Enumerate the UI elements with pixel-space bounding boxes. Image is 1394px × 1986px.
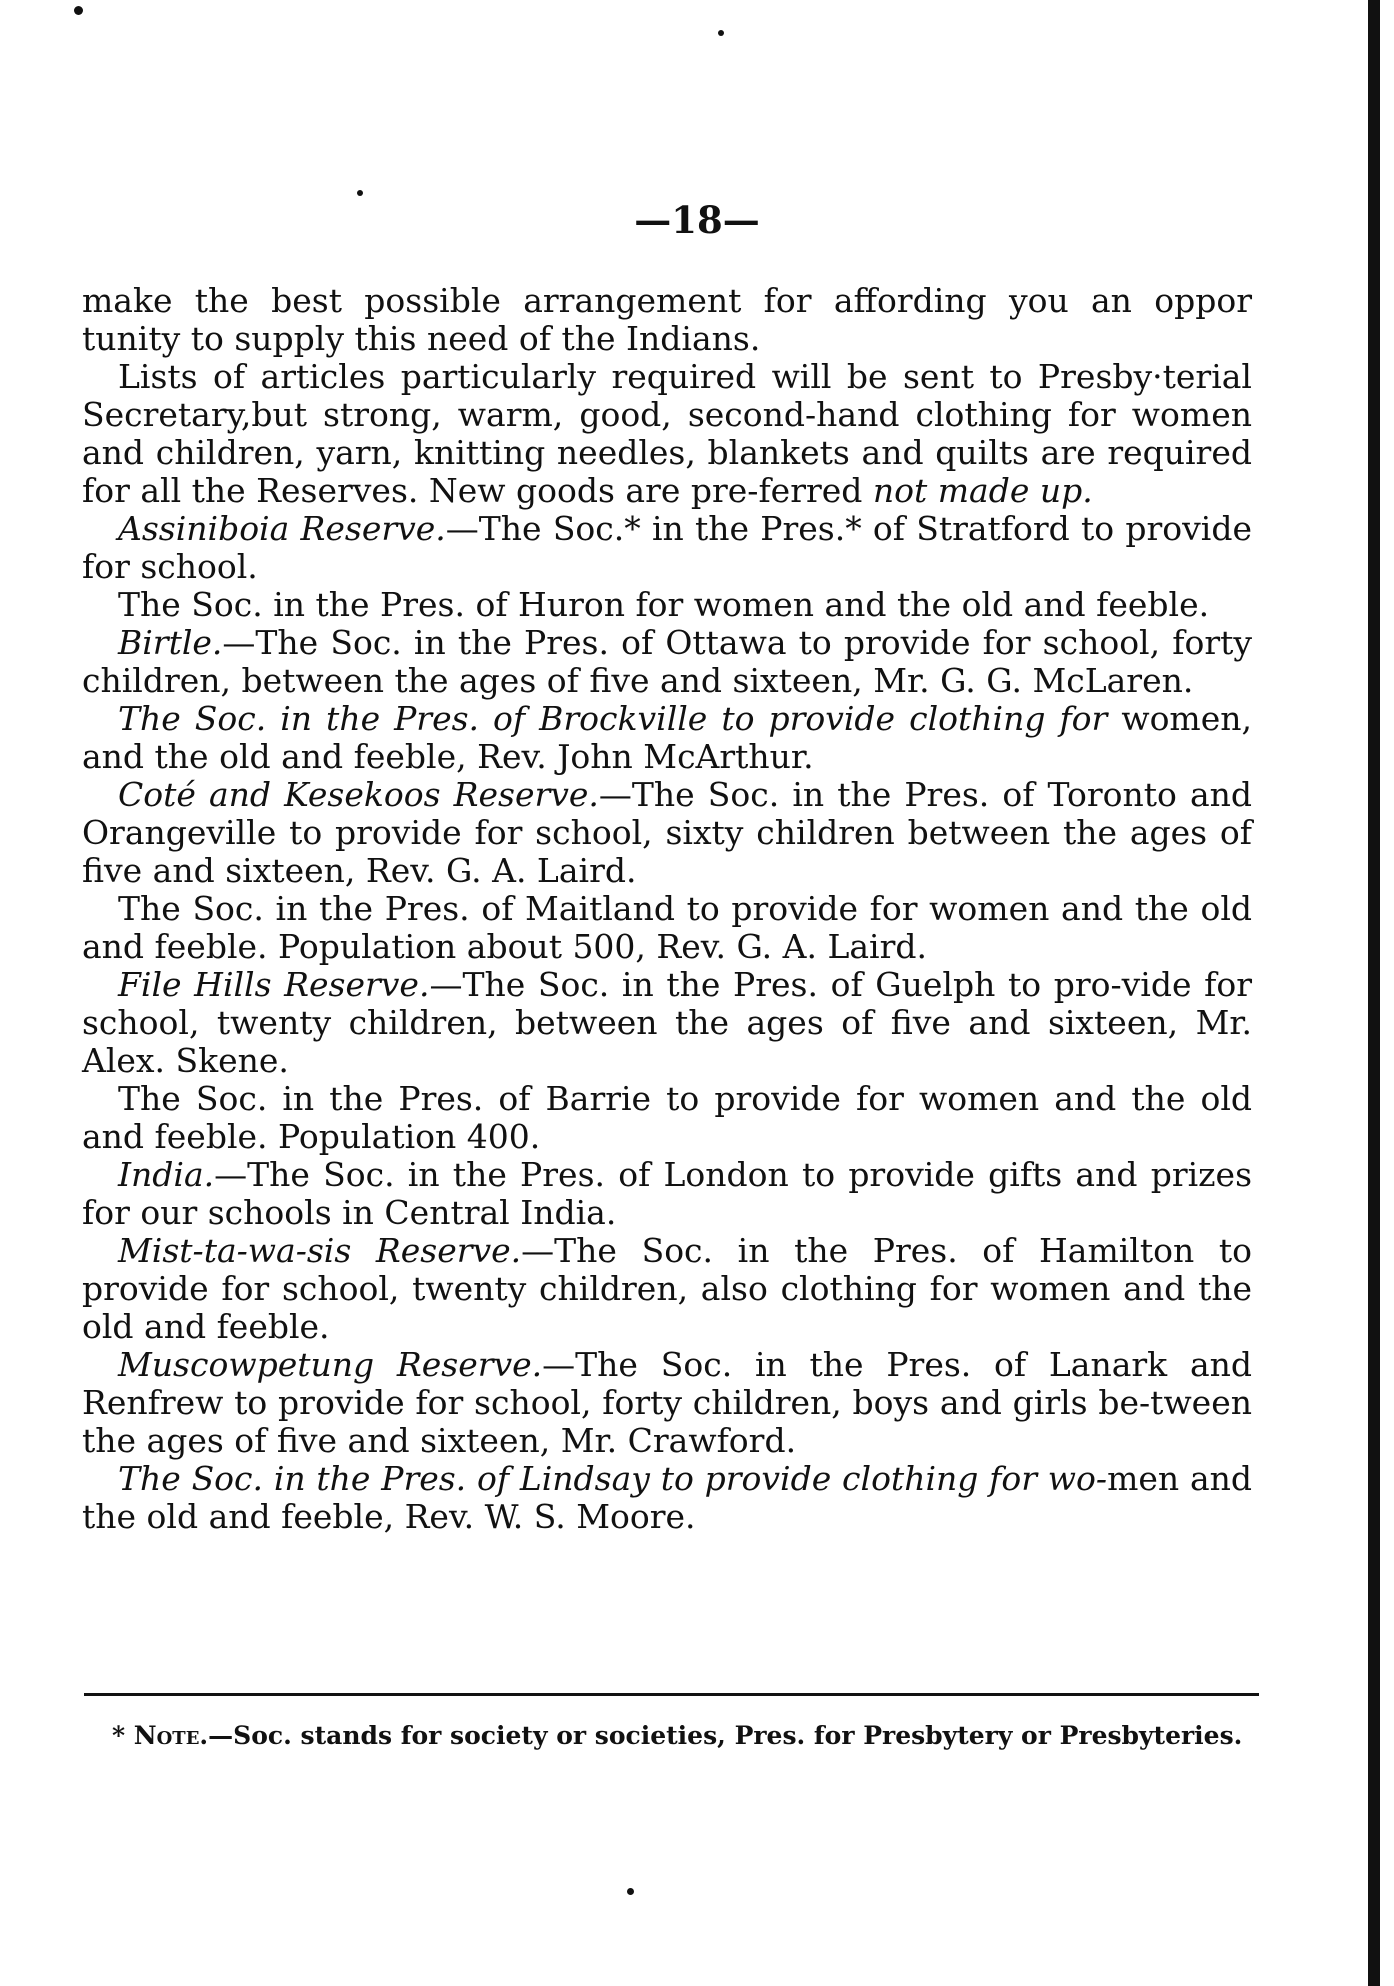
paragraph: [82, 1346, 1252, 1460]
paragraph-text: —The Soc. in the Pres. of London to provide gifts and prizes for our schools in Central India.: [82, 1155, 1252, 1232]
paragraph-text: Lists of articles particularly required will be sent to Presby·terial Secretary,but strong, warm, good, second-hand clothing for women and children, yarn, knitting needles, blankets and quilts are required for all the Reserves. New goods are pre-ferred: [82, 357, 1252, 510]
paragraph-text: men and the old and feeble, Rev. W. S. Moore.: [82, 1459, 1252, 1536]
paragraph-text: —The Soc. in the Pres. of Toronto and Orangeville to provide for school, sixty children between the ages of five and sixteen, Rev. G. A. Laird.: [82, 775, 1252, 890]
paragraph-heading: India.: [118, 1155, 215, 1194]
print-speck: [627, 1888, 634, 1895]
footnote-divider: [84, 1693, 1259, 1696]
footnote-text: —Soc. stands for society or societies, Pres. for Presbytery or Presbyteries.: [208, 1721, 1243, 1750]
paragraph: [82, 586, 1252, 624]
paragraph: [82, 776, 1252, 890]
paragraph-text: The Soc. in the Pres. of Barrie to provide for women and the old and feeble. Population 400.: [82, 1079, 1252, 1156]
body-text: [82, 282, 1252, 1536]
paragraph-italic-text: The Soc. in the Pres. of Lindsay to provide clothing for wo-: [118, 1459, 1108, 1498]
paragraph-text: —The Soc. in the Pres. of Guelph to pro-vide for school, twenty children, between the ages of five and sixteen, Mr. Alex. Skene.: [82, 965, 1252, 1080]
print-speck: [357, 190, 363, 196]
paragraph-italic-text: The Soc. in the Pres. of Brockville to provide clothing for: [118, 699, 1108, 738]
paragraph: [82, 700, 1252, 776]
footnote: [84, 1720, 1259, 1752]
paragraph-heading: Birtle.: [118, 623, 223, 662]
paragraph: [82, 966, 1252, 1080]
paragraph: [82, 510, 1252, 586]
paragraph-text: —The Soc.* in the Pres.* of Stratford to provide for school.: [82, 509, 1252, 586]
print-speck: [718, 30, 724, 36]
paragraph-heading: Muscowpetung Reserve.: [118, 1345, 543, 1384]
paragraph-heading: File Hills Reserve.: [118, 965, 430, 1004]
paragraph: [82, 624, 1252, 700]
paragraph-text: women, and the old and feeble, Rev. John McArthur.: [82, 699, 1252, 776]
paragraph-text: The Soc. in the Pres. of Huron for women and the old and feeble.: [118, 585, 1210, 624]
paragraph-text: The Soc. in the Pres. of Maitland to provide for women and the old and feeble. Population about 500, Rev. G. A. Laird.: [82, 889, 1252, 966]
paragraph: [82, 1460, 1252, 1536]
print-speck: [74, 6, 83, 15]
paragraph-italic-tail: not made up.: [872, 471, 1093, 510]
paragraph-text: —The Soc. in the Pres. of Hamilton to provide for school, twenty children, also clothing for women and the old and feeble.: [82, 1231, 1252, 1346]
paragraph: [82, 890, 1252, 966]
binding-edge: [1368, 0, 1380, 1986]
paragraph-heading: Mist-ta-wa-sis Reserve.: [118, 1231, 522, 1270]
paragraph: [82, 1156, 1252, 1232]
paragraph: [82, 1232, 1252, 1346]
footnote-mark: * Note.: [112, 1721, 209, 1750]
paragraph-text: —The Soc. in the Pres. of Lanark and Renfrew to provide for school, forty children, boys and girls be-tween the ages of five and sixteen, Mr. Crawford.: [82, 1345, 1253, 1460]
paragraph-text: make the best possible arrangement for affording you an oppor tunity to supply this need of the Indians.: [82, 281, 1252, 358]
paragraph: [82, 282, 1252, 358]
paragraph-text: —The Soc. in the Pres. of Ottawa to provide for school, forty children, between the ages of five and sixteen, Mr. G. G. McLaren.: [82, 623, 1252, 700]
paragraph-heading: Assiniboia Reserve.: [118, 509, 446, 548]
paragraph: [82, 1080, 1252, 1156]
paragraph: [82, 358, 1252, 510]
page-number: —18—: [634, 198, 760, 242]
paragraph-heading: Coté and Kesekoos Reserve.: [118, 775, 599, 814]
